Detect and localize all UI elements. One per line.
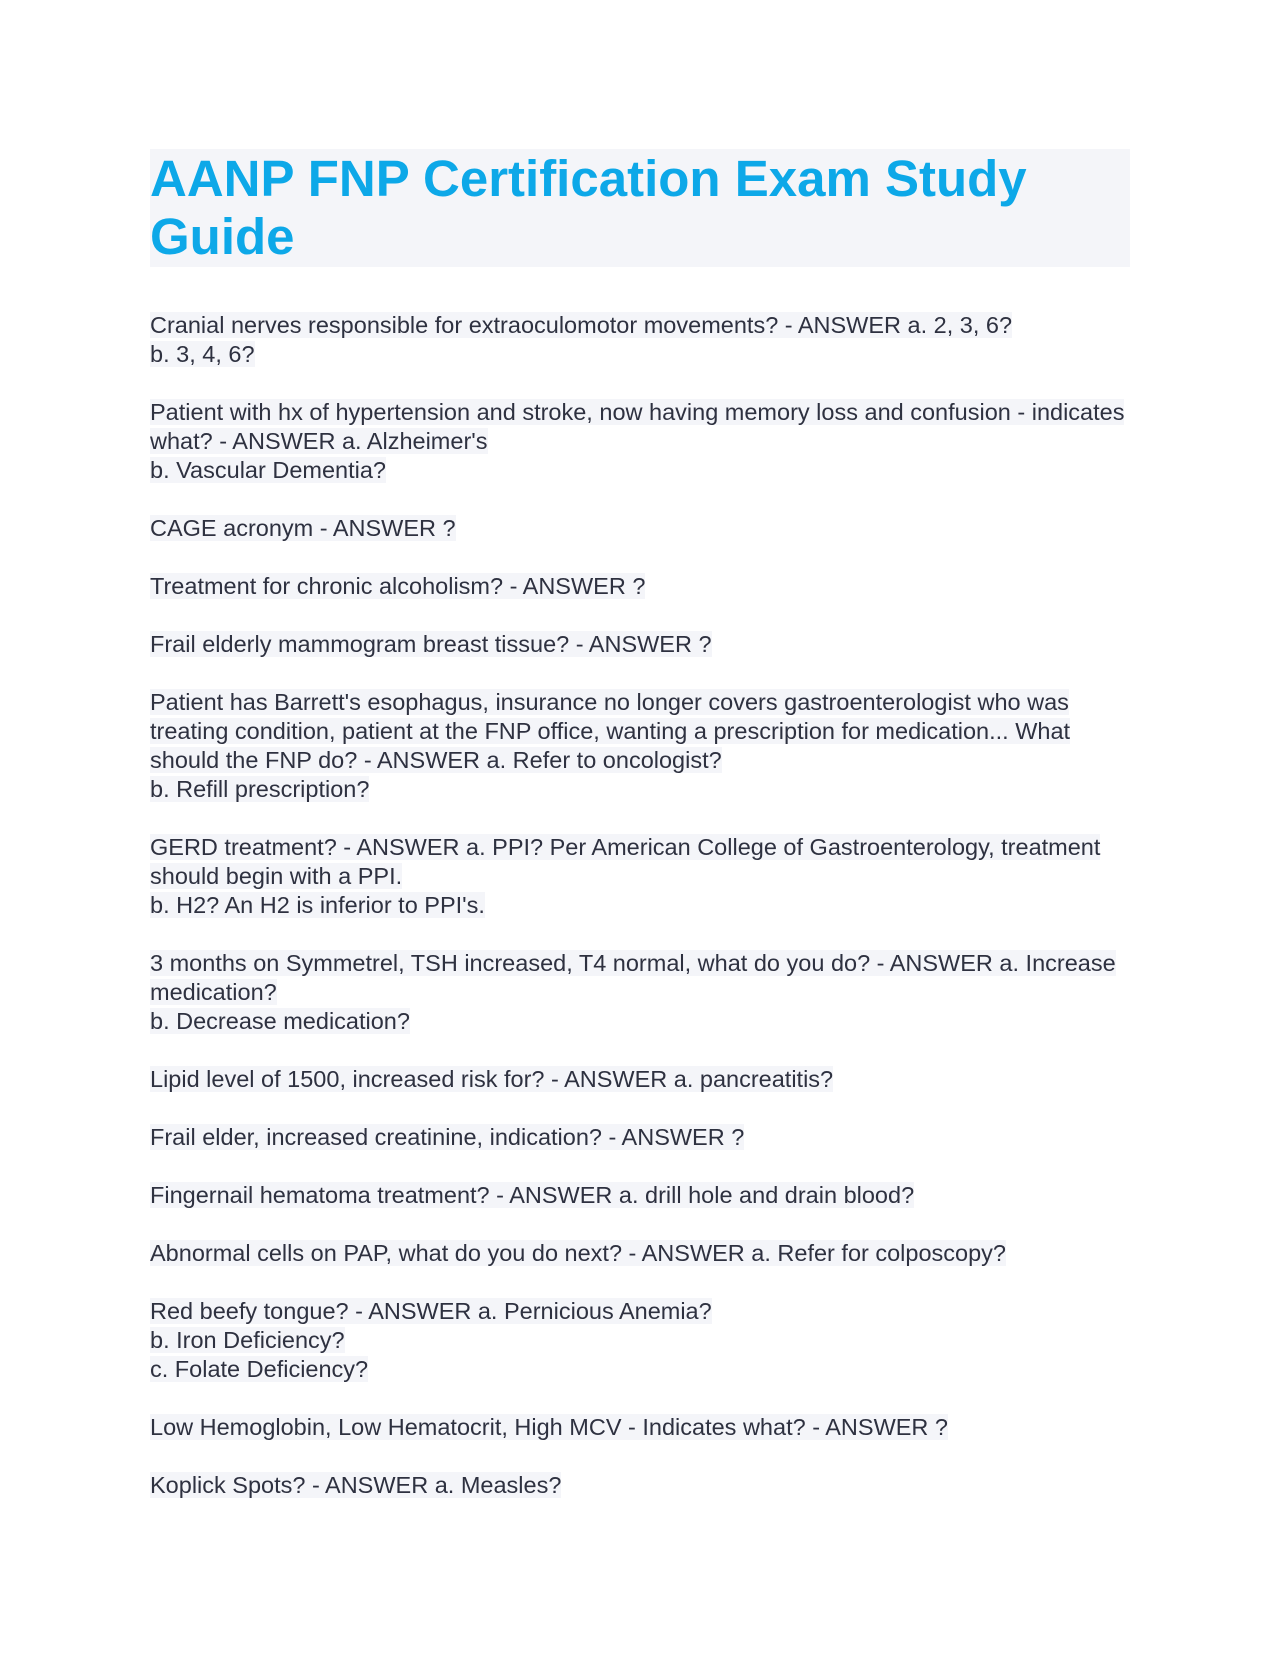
question-item xyxy=(150,1239,1130,1268)
page-title: AANP FNP Certification Exam Study Guide xyxy=(150,150,1027,265)
question-text: Treatment for chronic alcoholism? - ANSWER ? xyxy=(150,573,646,599)
question-item xyxy=(150,1471,1130,1500)
answer-option: b. Iron Deficiency? xyxy=(150,1327,345,1353)
question-item xyxy=(150,1297,1130,1384)
answer-option: b. Refill prescription? xyxy=(150,776,370,802)
question-text: Fingernail hematoma treatment? - ANSWER a. drill hole and drain blood? xyxy=(150,1182,915,1208)
question-text: GERD treatment? - ANSWER a. PPI? Per American College of Gastroenterology, treatment should begin with a PPI. xyxy=(150,834,1101,889)
document-page xyxy=(150,149,1130,1529)
question-list xyxy=(150,311,1130,1500)
question-item xyxy=(150,1065,1130,1094)
question-text: Red beefy tongue? - ANSWER a. Pernicious Anemia? xyxy=(150,1298,712,1324)
answer-option: b. Vascular Dementia? xyxy=(150,457,386,483)
answer-option: b. H2? An H2 is inferior to PPI's. xyxy=(150,892,485,918)
question-item xyxy=(150,1123,1130,1152)
question-item xyxy=(150,311,1130,369)
question-text: Patient has Barrett's esophagus, insurance no longer covers gastroenterologist who was treating condition, patient at the FNP office, wanting a prescription for medication... What should the FNP do? - ANSWER a. Refer to oncologist? xyxy=(150,689,1071,773)
question-text: Frail elderly mammogram breast tissue? - ANSWER ? xyxy=(150,631,712,657)
question-item xyxy=(150,833,1130,920)
title-block xyxy=(150,149,1130,267)
question-item xyxy=(150,572,1130,601)
question-text: CAGE acronym - ANSWER ? xyxy=(150,515,456,541)
question-item xyxy=(150,949,1130,1036)
question-text: Lipid level of 1500, increased risk for? - ANSWER a. pancreatitis? xyxy=(150,1066,834,1092)
question-text: Frail elder, increased creatinine, indication? - ANSWER ? xyxy=(150,1124,745,1150)
question-text: Koplick Spots? - ANSWER a. Measles? xyxy=(150,1472,562,1498)
question-item xyxy=(150,1413,1130,1442)
question-item xyxy=(150,688,1130,804)
question-text: Cranial nerves responsible for extraoculomotor movements? - ANSWER a. 2, 3, 6? xyxy=(150,312,1013,338)
question-text: Low Hemoglobin, Low Hematocrit, High MCV - Indicates what? - ANSWER ? xyxy=(150,1414,949,1440)
question-text: 3 months on Symmetrel, TSH increased, T4 normal, what do you do? - ANSWER a. Increase medication? xyxy=(150,950,1116,1005)
question-text: Abnormal cells on PAP, what do you do next? - ANSWER a. Refer for colposcopy? xyxy=(150,1240,1007,1266)
question-item xyxy=(150,398,1130,485)
answer-option: b. Decrease medication? xyxy=(150,1008,410,1034)
answer-option: b. 3, 4, 6? xyxy=(150,341,255,367)
question-item xyxy=(150,630,1130,659)
answer-option: c. Folate Deficiency? xyxy=(150,1356,369,1382)
question-item xyxy=(150,514,1130,543)
question-item xyxy=(150,1181,1130,1210)
question-text: Patient with hx of hypertension and stroke, now having memory loss and confusion - indicates what? - ANSWER a. Alzheimer's xyxy=(150,399,1125,454)
